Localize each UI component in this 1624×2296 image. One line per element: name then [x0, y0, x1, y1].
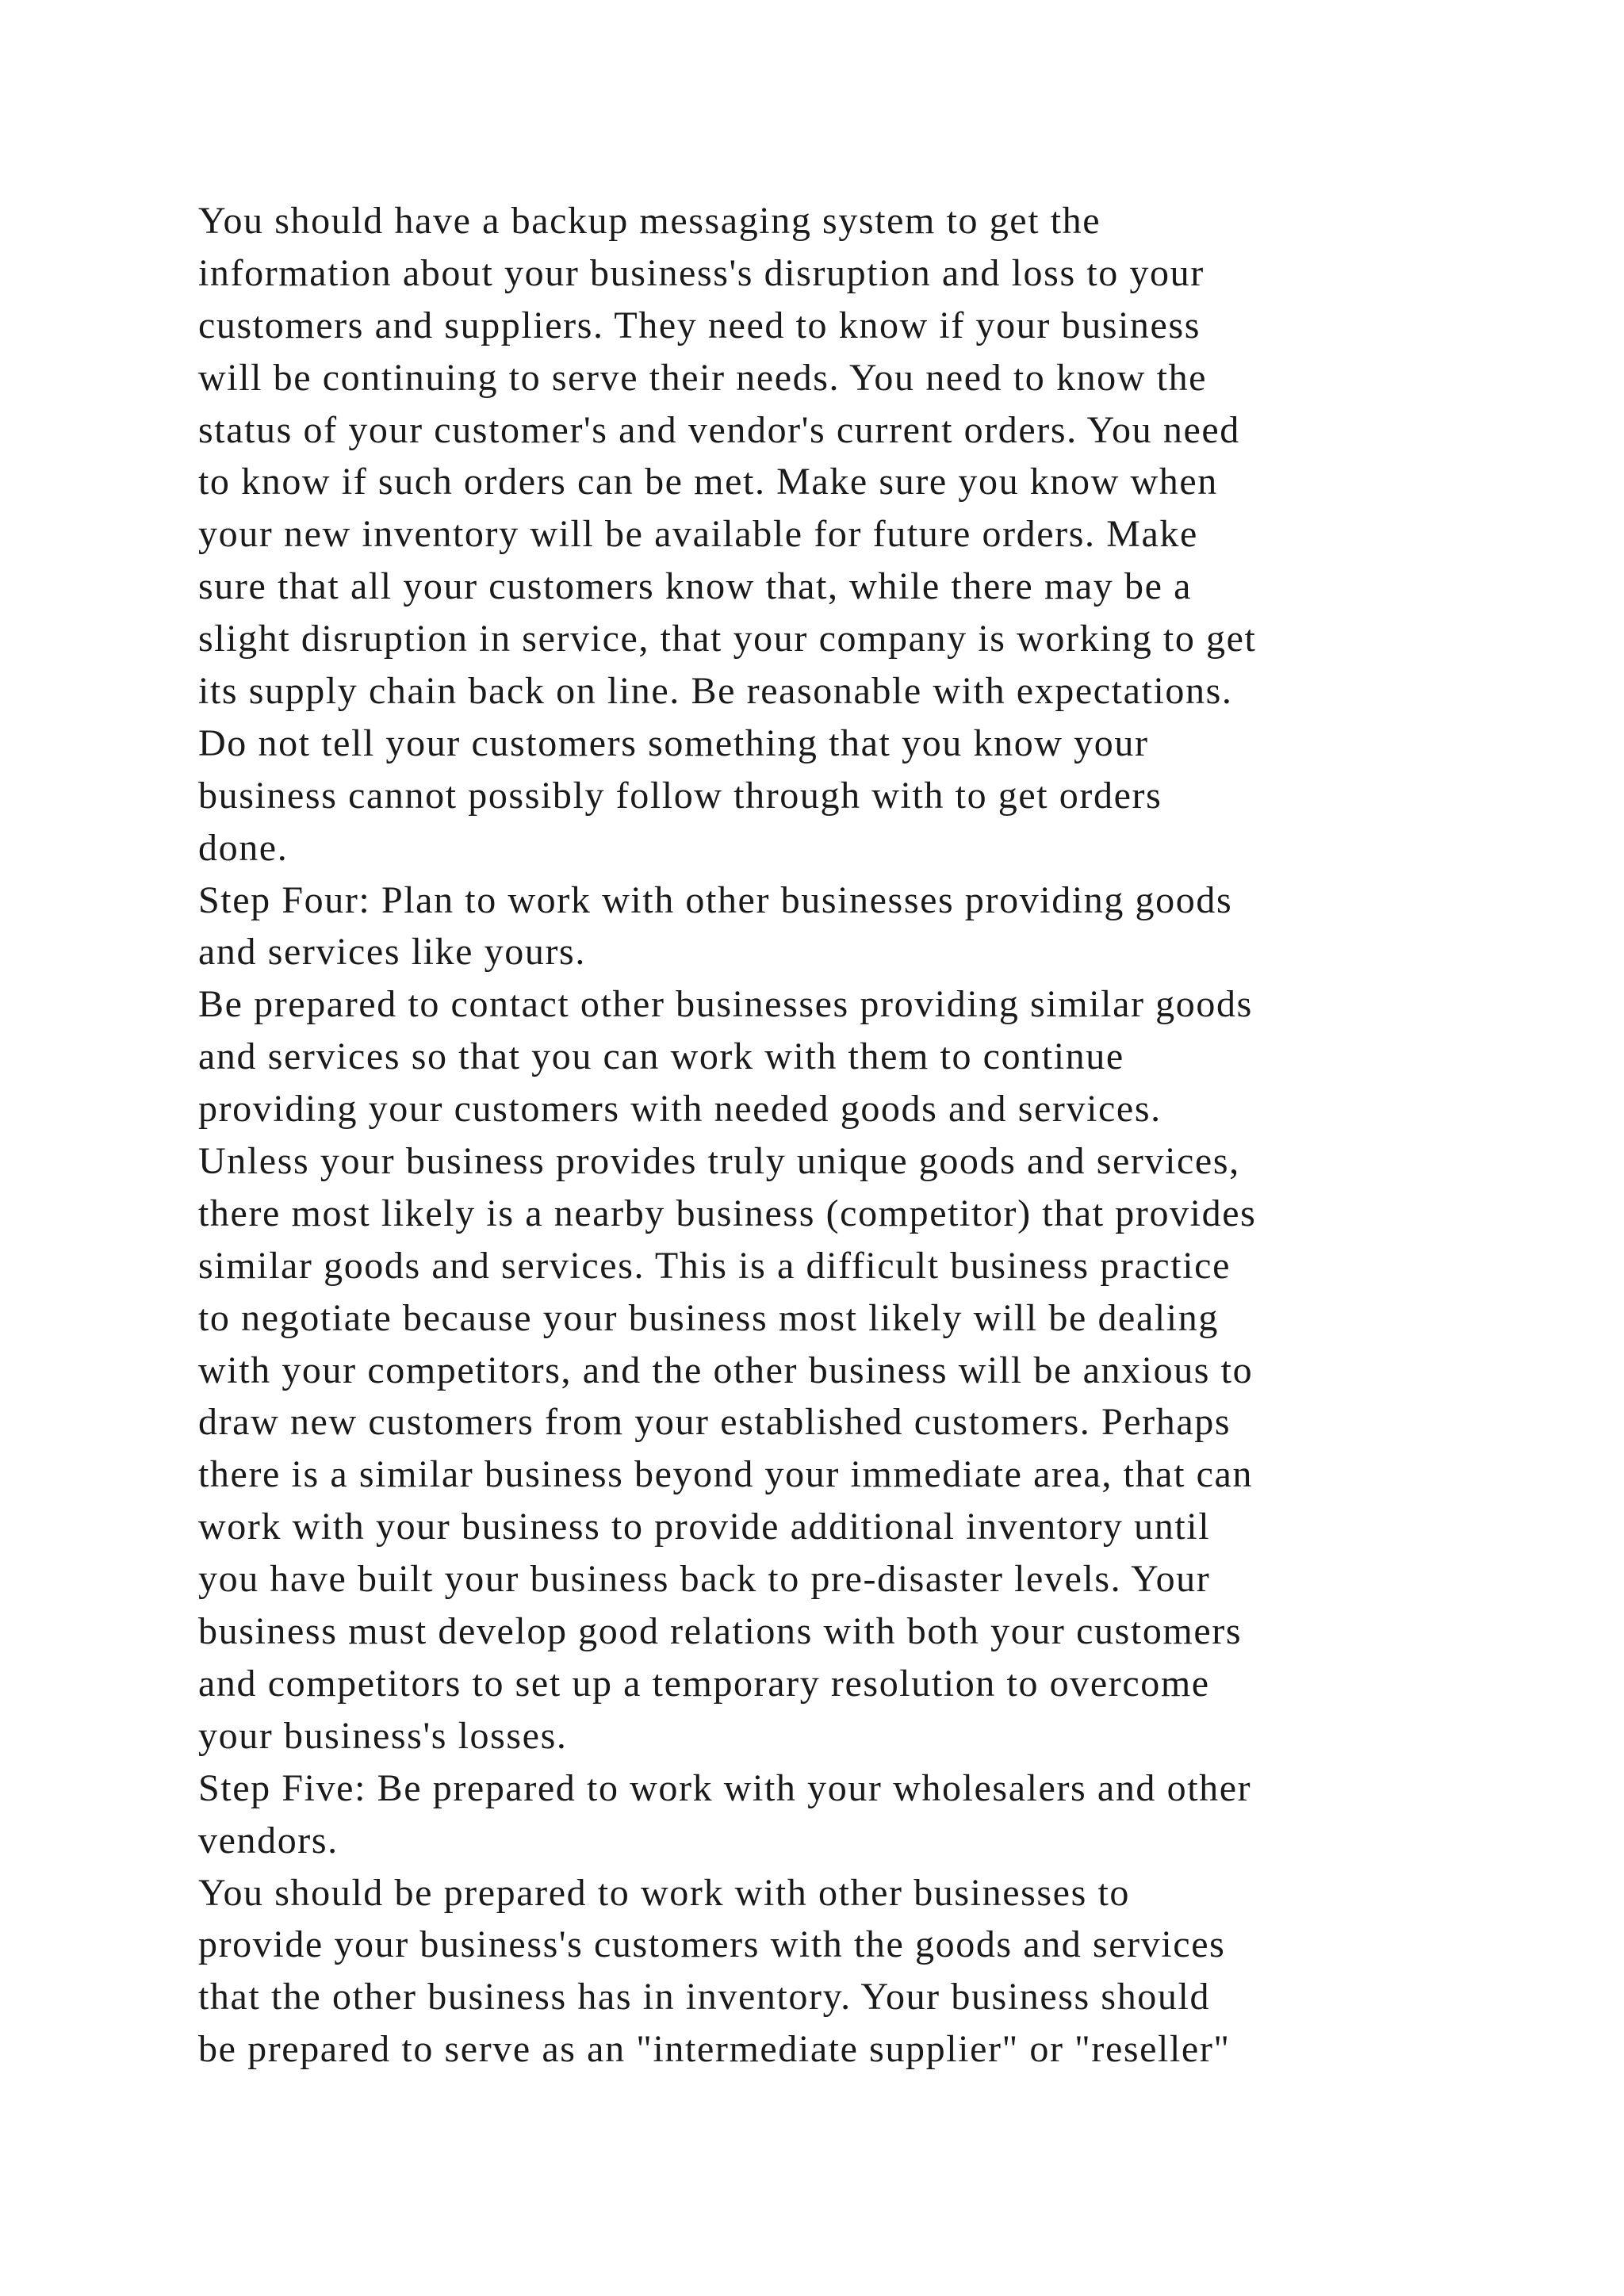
text-line: there most likely is a nearby business (competitor) that provides — [198, 1192, 1257, 1234]
text-line: sure that all your customers know that, while there may be a — [198, 565, 1192, 608]
text-line: You should have a backup messaging system to get the — [198, 200, 1101, 242]
body-text — [198, 195, 1499, 2076]
text-line: that the other business has in inventory. Your business should — [198, 1976, 1211, 2019]
text-line: similar goods and services. This is a difficult business practice — [198, 1244, 1231, 1287]
text-line: slight disruption in service, that your company is working to get — [198, 618, 1257, 660]
text-line: provide your business's customers with the goods and services — [198, 1923, 1226, 1966]
text-line: there is a similar business beyond your immediate area, that can — [198, 1453, 1254, 1496]
section-heading-step-five: vendors. — [198, 1819, 339, 1862]
section-heading-step-four: Step Four: Plan to work with other businesses providing goods — [198, 878, 1233, 921]
section-heading-step-five: Step Five: Be prepared to work with your wholesalers and other — [198, 1766, 1252, 1809]
text-line: be prepared to serve as an "intermediate supplier" or "reseller" — [198, 2028, 1231, 2071]
text-line: draw new customers from your established customers. Perhaps — [198, 1401, 1231, 1444]
text-line: work with your business to provide additional inventory until — [198, 1506, 1211, 1548]
text-line: status of your customer's and vendor's current orders. You need — [198, 408, 1240, 451]
text-line: Do not tell your customers something that you know your — [198, 721, 1149, 764]
text-line: business must develop good relations with both your customers — [198, 1610, 1243, 1653]
text-line: Unless your business provides truly unique goods and services, — [198, 1140, 1240, 1183]
text-line: you have built your business back to pre-disaster levels. Your — [198, 1558, 1211, 1601]
text-line: business cannot possibly follow through with to get orders — [198, 774, 1162, 817]
text-line: and competitors to set up a temporary resolution to overcome — [198, 1662, 1210, 1705]
text-line: and services so that you can work with them to continue — [198, 1035, 1124, 1078]
text-line: its supply chain back on line. Be reasonable with expectations. — [198, 670, 1233, 713]
text-line: with your competitors, and the other business will be anxious to — [198, 1349, 1254, 1391]
text-line: to know if such orders can be met. Make sure you know when — [198, 461, 1218, 503]
text-line: your business's losses. — [198, 1714, 568, 1757]
text-line: information about your business's disruption and loss to your — [198, 251, 1205, 294]
text-line: customers and suppliers. They need to know if your business — [198, 304, 1201, 346]
text-line: to negotiate because your business most likely will be dealing — [198, 1296, 1219, 1339]
text-line: providing your customers with needed goods and services. — [198, 1088, 1162, 1131]
section-heading-step-four: and services like yours. — [198, 931, 586, 974]
text-line: You should be prepared to work with other businesses to — [198, 1871, 1131, 1914]
text-line: your new inventory will be available for future orders. Make — [198, 513, 1198, 556]
text-line: will be continuing to serve their needs. You need to know the — [198, 356, 1208, 399]
text-line: Be prepared to contact other businesses providing similar goods — [198, 983, 1253, 1026]
text-line: done. — [198, 826, 289, 869]
